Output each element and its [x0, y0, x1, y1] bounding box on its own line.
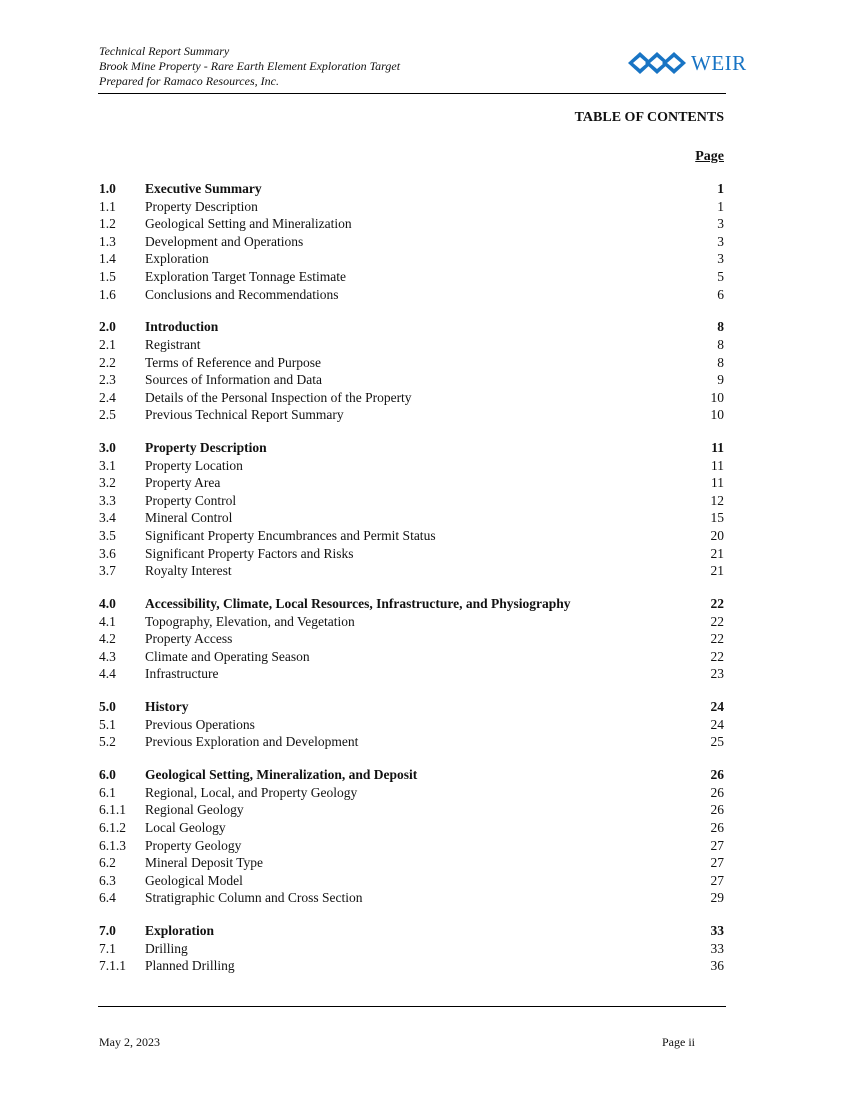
toc-entry-title: Property Geology	[145, 837, 242, 853]
toc-entry-page: 20	[710, 528, 724, 544]
toc-subsection-entry[interactable]	[99, 545, 724, 563]
toc-entry-page: 21	[710, 545, 724, 561]
toc-entry-title: Conclusions and Recommendations	[145, 286, 339, 302]
toc-entry-title: Geological Model	[145, 872, 243, 888]
toc-subsection-entry[interactable]	[99, 268, 724, 286]
toc-entry-page: 26	[710, 819, 724, 835]
toc-subsection-entry[interactable]	[99, 198, 724, 216]
toc-entry-page: 36	[710, 958, 724, 974]
toc-subsection-entry[interactable]	[99, 854, 724, 872]
toc-subsection-entry[interactable]	[99, 406, 724, 424]
toc-entry-page: 1	[717, 181, 724, 196]
toc-entry-number: 2.4	[99, 389, 116, 405]
toc-section-heading[interactable]	[99, 595, 724, 613]
toc-subsection-entry[interactable]	[99, 957, 724, 975]
toc-entry-title: Mineral Deposit Type	[145, 855, 264, 871]
toc-entry-title: Previous Technical Report Summary	[145, 407, 344, 423]
toc-subsection-entry[interactable]	[99, 371, 724, 389]
toc-entry-title: Terms of Reference and Purpose	[145, 354, 321, 370]
report-header-text	[99, 44, 400, 89]
toc-entry-number: 7.1	[99, 940, 116, 956]
toc-entry-number: 2.0	[99, 319, 116, 335]
toc-entry-number: 1.1	[99, 198, 116, 214]
toc-entry-page: 26	[710, 767, 724, 783]
toc-entry-title: Property Description	[145, 198, 258, 214]
toc-entry-page: 24	[710, 699, 724, 715]
toc-entry-number: 2.1	[99, 336, 116, 352]
toc-entry-page: 22	[710, 613, 724, 629]
toc-entry-page: 3	[717, 216, 724, 232]
footer-divider	[98, 1006, 726, 1007]
toc-entry-number: 2.2	[99, 354, 116, 370]
toc-entry-title: Details of the Personal Inspection of the Property	[145, 389, 412, 405]
toc-entry-title: Infrastructure	[145, 666, 219, 682]
toc-entry-number: 4.2	[99, 631, 116, 647]
toc-entry-page: 27	[710, 855, 724, 871]
toc-entry-page: 21	[710, 563, 724, 579]
toc-subsection-entry[interactable]	[99, 613, 724, 631]
toc-entry-title: Geological Setting, Mineralization, and Deposit	[145, 767, 418, 783]
toc-entry-page: 22	[710, 648, 724, 664]
toc-entry-title: Stratigraphic Column and Cross Section	[145, 890, 363, 906]
toc-entry-title: Significant Property Factors and Risks	[145, 545, 354, 561]
toc-entry-title: Royalty Interest	[145, 563, 232, 579]
toc-entry-title: Property Access	[145, 631, 233, 647]
toc-subsection-entry[interactable]	[99, 940, 724, 958]
toc-entry-page: 11	[711, 475, 724, 491]
toc-entry-number: 3.6	[99, 545, 116, 561]
footer-date: May 2, 2023	[99, 1035, 160, 1049]
toc-entry-number: 3.1	[99, 457, 116, 473]
toc-entry-title: Exploration Target Tonnage Estimate	[145, 268, 346, 284]
toc-subsection-entry[interactable]	[99, 233, 724, 251]
toc-entry-page: 26	[710, 784, 724, 800]
toc-entry-number: 4.4	[99, 666, 116, 682]
toc-entry-page: 27	[710, 837, 724, 853]
toc-entry-title: Accessibility, Climate, Local Resources, Infrastructure, and Physiography	[145, 596, 571, 612]
page-column-heading: Page	[695, 149, 724, 164]
toc-subsection-entry[interactable]	[99, 733, 724, 751]
toc-subsection-entry[interactable]	[99, 562, 724, 580]
toc-entry-title: Registrant	[145, 336, 201, 352]
footer-page-number: Page ii	[662, 1035, 695, 1049]
toc-subsection-entry[interactable]	[99, 889, 724, 907]
toc-entry-number: 1.3	[99, 233, 116, 249]
toc-entry-page: 11	[711, 457, 724, 473]
toc-subsection-entry[interactable]	[99, 872, 724, 890]
toc-section-heading[interactable]	[99, 766, 724, 784]
toc-subsection-entry[interactable]	[99, 837, 724, 855]
toc-entry-number: 3.2	[99, 475, 116, 491]
toc-entry-title: Topography, Elevation, and Vegetation	[145, 613, 355, 629]
header-divider	[98, 93, 726, 94]
header-line-report-type: Technical Report Summary	[99, 44, 230, 58]
toc-entry-page: 9	[717, 372, 724, 388]
toc-entry-number: 3.5	[99, 528, 116, 544]
toc-entry-page: 25	[710, 734, 724, 750]
toc-entry-page: 15	[710, 510, 724, 526]
toc-entry-number: 7.1.1	[99, 958, 126, 974]
toc-subsection-entry[interactable]	[99, 665, 724, 683]
toc-entry-title: Mineral Control	[145, 510, 233, 526]
toc-entry-title: Climate and Operating Season	[145, 648, 310, 664]
table-of-contents	[99, 180, 724, 975]
toc-subsection-entry[interactable]	[99, 457, 724, 475]
diamond-chevrons-icon	[628, 50, 690, 76]
toc-entry-page: 33	[710, 923, 724, 939]
toc-entry-title: Exploration	[145, 923, 215, 939]
section-spacer	[99, 424, 724, 439]
toc-entry-number: 1.5	[99, 268, 116, 284]
toc-subsection-entry[interactable]	[99, 474, 724, 492]
toc-entry-page: 23	[710, 666, 724, 682]
toc-entry-title: Property Description	[145, 440, 267, 456]
toc-subsection-entry[interactable]	[99, 492, 724, 510]
toc-entry-number: 4.1	[99, 613, 116, 629]
toc-entry-number: 6.1.1	[99, 802, 126, 818]
toc-subsection-entry[interactable]	[99, 819, 724, 837]
toc-entry-number: 1.4	[99, 251, 116, 267]
toc-entry-title: Planned Drilling	[145, 958, 235, 974]
toc-entry-number: 2.3	[99, 372, 116, 388]
toc-entry-number: 5.0	[99, 699, 116, 715]
toc-entry-title: History	[145, 699, 189, 715]
toc-entry-number: 6.3	[99, 872, 116, 888]
toc-subsection-entry[interactable]	[99, 784, 724, 802]
toc-subsection-entry[interactable]	[99, 354, 724, 372]
toc-subsection-entry[interactable]	[99, 527, 724, 545]
section-spacer	[99, 907, 724, 922]
toc-entry-page: 26	[710, 802, 724, 818]
toc-entry-title: Development and Operations	[145, 233, 304, 249]
toc-subsection-entry[interactable]	[99, 389, 724, 407]
toc-entry-number: 5.2	[99, 734, 116, 750]
toc-entry-title: Property Location	[145, 457, 243, 473]
toc-entry-number: 3.0	[99, 440, 116, 456]
toc-entry-title: Drilling	[145, 940, 188, 956]
toc-section-heading[interactable]	[99, 318, 724, 336]
toc-subsection-entry[interactable]	[99, 509, 724, 527]
toc-entry-number: 5.1	[99, 716, 116, 732]
section-spacer	[99, 580, 724, 595]
toc-subsection-entry[interactable]	[99, 336, 724, 354]
toc-entry-page: 3	[717, 233, 724, 249]
toc-entry-number: 4.3	[99, 648, 116, 664]
toc-entry-title: Local Geology	[145, 819, 226, 835]
toc-section-heading[interactable]	[99, 180, 724, 198]
toc-entry-page: 1	[717, 198, 724, 214]
toc-entry-number: 3.4	[99, 510, 116, 526]
section-spacer	[99, 683, 724, 698]
toc-entry-title: Executive Summary	[145, 181, 262, 196]
toc-entry-number: 4.0	[99, 596, 116, 612]
header-line-project: Brook Mine Property - Rare Earth Element Exploration Target	[99, 59, 401, 73]
toc-entry-number: 3.7	[99, 563, 116, 579]
toc-section-heading[interactable]	[99, 439, 724, 457]
toc-entry-number: 6.1	[99, 784, 116, 800]
toc-entry-page: 3	[717, 251, 724, 267]
toc-entry-number: 1.2	[99, 216, 116, 232]
toc-title: TABLE OF CONTENTS	[574, 110, 724, 125]
toc-entry-title: Previous Operations	[145, 716, 255, 732]
toc-subsection-entry[interactable]	[99, 801, 724, 819]
toc-entry-number: 6.4	[99, 890, 116, 906]
toc-entry-title: Sources of Information and Data	[145, 372, 322, 388]
toc-subsection-entry[interactable]	[99, 630, 724, 648]
toc-entry-number: 1.6	[99, 286, 116, 302]
toc-entry-title: Regional, Local, and Property Geology	[145, 784, 358, 800]
toc-entry-page: 27	[710, 872, 724, 888]
toc-entry-page: 8	[717, 319, 724, 335]
toc-entry-page: 29	[710, 890, 724, 906]
toc-entry-number: 2.5	[99, 407, 116, 423]
toc-entry-number: 6.1.2	[99, 819, 126, 835]
toc-subsection-entry[interactable]	[99, 716, 724, 734]
toc-entry-page: 22	[710, 596, 724, 612]
toc-entry-number: 6.2	[99, 855, 116, 871]
toc-entry-page: 6	[717, 286, 724, 302]
toc-entry-title: Introduction	[145, 319, 219, 335]
section-spacer	[99, 751, 724, 766]
toc-section-heading[interactable]	[99, 922, 724, 940]
toc-subsection-entry[interactable]	[99, 215, 724, 233]
toc-entry-number: 3.3	[99, 492, 116, 508]
toc-entry-page: 8	[717, 354, 724, 370]
toc-entry-number: 1.0	[99, 181, 116, 196]
toc-entry-title: Regional Geology	[145, 802, 244, 818]
weir-logo	[628, 50, 748, 76]
toc-entry-title: Exploration	[145, 251, 209, 267]
toc-entry-page: 11	[711, 440, 724, 456]
toc-entry-page: 33	[710, 940, 724, 956]
toc-entry-title: Property Area	[145, 475, 221, 491]
section-spacer	[99, 303, 724, 318]
toc-subsection-entry[interactable]	[99, 250, 724, 268]
toc-entry-title: Property Control	[145, 492, 237, 508]
toc-entry-title: Previous Exploration and Development	[145, 734, 359, 750]
toc-entry-page: 22	[710, 631, 724, 647]
logo-text: WEIR	[691, 51, 747, 75]
toc-section-heading[interactable]	[99, 698, 724, 716]
toc-entry-title: Geological Setting and Mineralization	[145, 216, 352, 232]
toc-entry-page: 8	[717, 336, 724, 352]
toc-entry-number: 6.1.3	[99, 837, 126, 853]
toc-entry-title: Significant Property Encumbrances and Permit Status	[145, 528, 436, 544]
toc-entry-page: 10	[710, 389, 724, 405]
toc-entry-number: 6.0	[99, 767, 116, 783]
header-line-prepared-for: Prepared for Ramaco Resources, Inc.	[99, 74, 279, 88]
toc-entry-page: 24	[710, 716, 724, 732]
toc-entry-page: 10	[710, 407, 724, 423]
toc-entry-page: 5	[717, 268, 724, 284]
toc-subsection-entry[interactable]	[99, 648, 724, 666]
toc-subsection-entry[interactable]	[99, 286, 724, 304]
toc-entry-page: 12	[710, 492, 724, 508]
toc-entry-number: 7.0	[99, 923, 116, 939]
